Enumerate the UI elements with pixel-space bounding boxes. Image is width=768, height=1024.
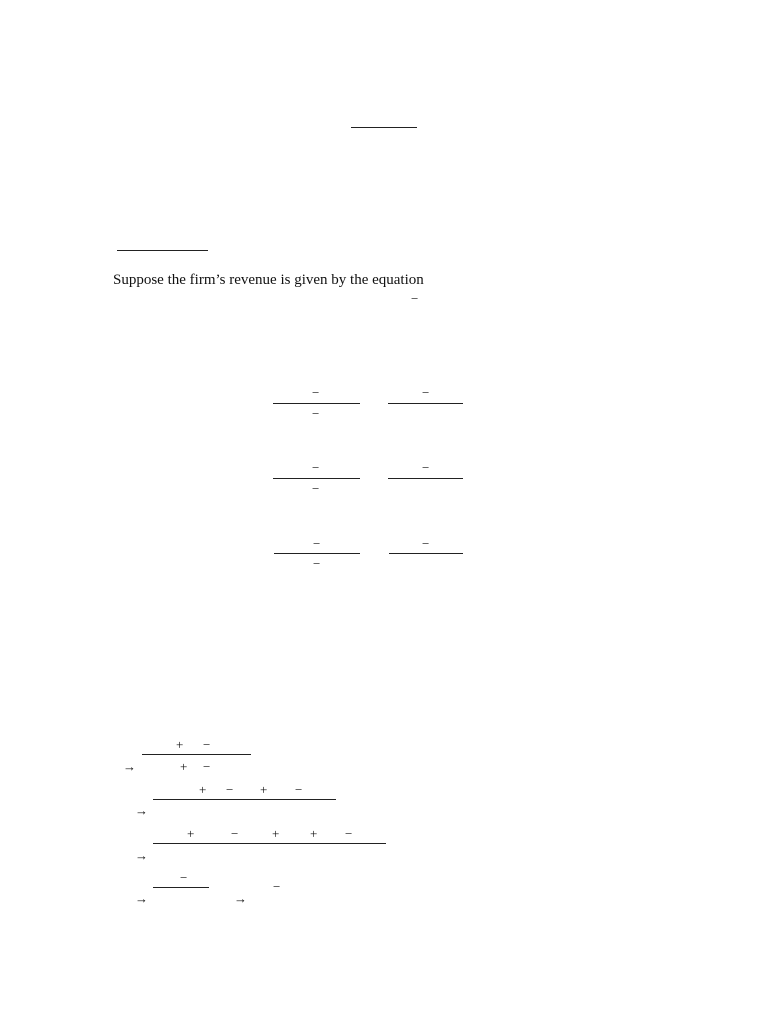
minus-sign: −: [226, 782, 234, 797]
minus-sign: −: [345, 826, 353, 841]
arrow-icon: →: [135, 848, 148, 863]
fraction-bar: [274, 553, 360, 554]
fraction-bar: [388, 403, 463, 404]
fraction-bar: [153, 843, 386, 844]
minus-sign: −: [203, 759, 211, 774]
plus-sign: +: [260, 782, 268, 797]
plus-sign: +: [187, 826, 195, 841]
arrow-icon: →: [123, 759, 136, 774]
minus-sign: −: [312, 406, 320, 421]
fraction-bar: [388, 478, 463, 479]
minus-sign: −: [422, 460, 430, 475]
plus-sign: +: [310, 826, 318, 841]
minus-sign: −: [312, 385, 320, 400]
minus-sign: −: [231, 826, 239, 841]
minus-sign: −: [273, 879, 281, 894]
arrow-icon: →: [135, 803, 148, 818]
intro-sentence: Suppose the firm’s revenue is given by the equation: [113, 272, 424, 288]
plus-sign: +: [199, 782, 207, 797]
minus-sign: −: [180, 870, 188, 885]
fraction-bar: [273, 403, 360, 404]
minus-sign: −: [313, 536, 321, 551]
fraction-bar: [273, 478, 360, 479]
minus-sign: −: [422, 385, 430, 400]
fraction-bar: [153, 887, 209, 888]
plus-sign: +: [272, 826, 280, 841]
fraction-bar: [389, 553, 463, 554]
fraction-bar: [142, 754, 251, 755]
plus-sign: +: [180, 759, 188, 774]
minus-sign: −: [411, 291, 419, 306]
title-underline: [351, 127, 417, 128]
minus-sign: −: [312, 481, 320, 496]
minus-sign: −: [313, 556, 321, 571]
plus-sign: +: [176, 737, 184, 752]
fraction-bar: [153, 799, 336, 800]
arrow-icon: →: [234, 891, 247, 906]
minus-sign: −: [312, 460, 320, 475]
minus-sign: −: [295, 782, 303, 797]
minus-sign: −: [203, 737, 211, 752]
minus-sign: −: [422, 536, 430, 551]
section-heading-underline: [117, 250, 208, 251]
arrow-icon: →: [135, 891, 148, 906]
